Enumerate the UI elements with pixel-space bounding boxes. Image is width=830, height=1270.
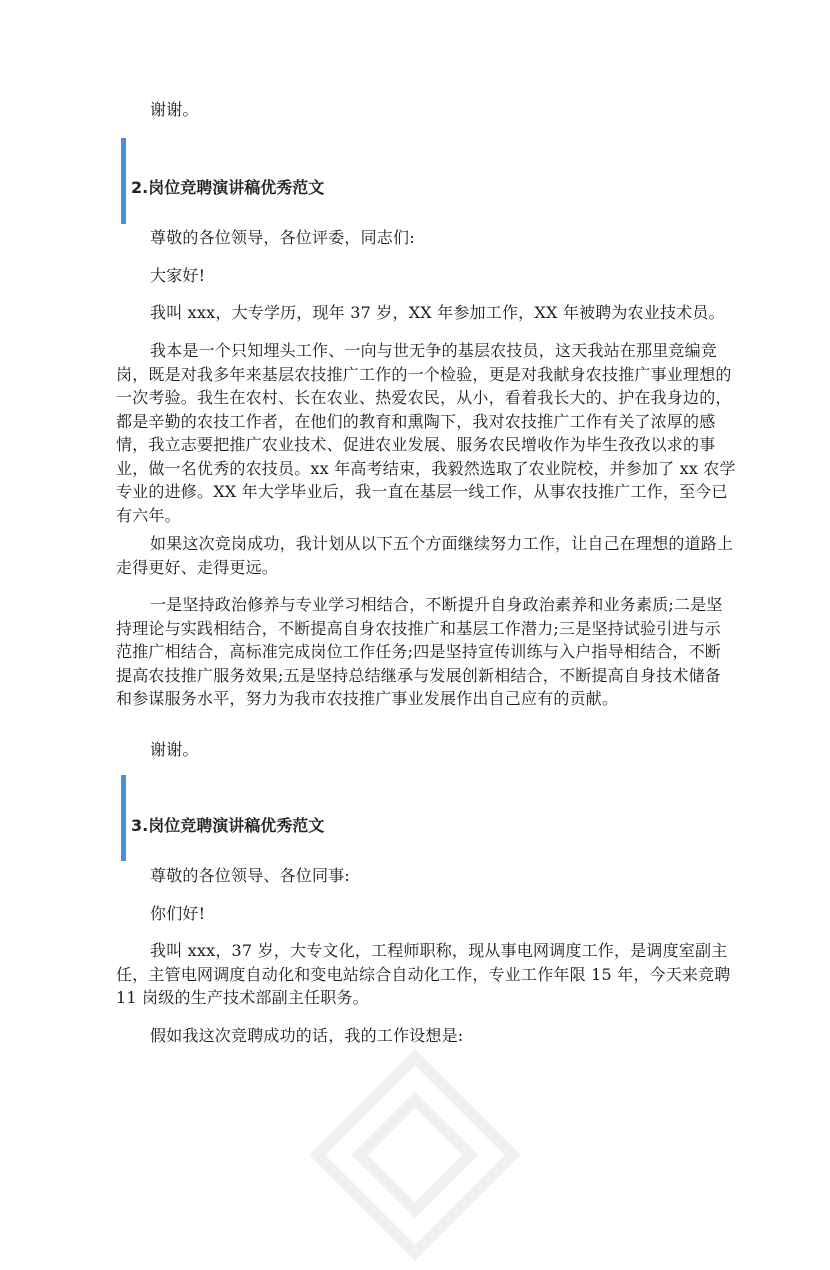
section2-salutation: 尊敬的各位领导，各位评委，同志们: (150, 228, 415, 247)
section2-plan-intro: 如果这次竞岗成功，我计划从以下五个方面继续努力工作，让自己在理想的道路上走得更好、走得更远。 (116, 534, 734, 577)
section3-salutation: 尊敬的各位领导、各位同事: (150, 866, 350, 885)
section2-plan-detail: 一是坚持政治修养与专业学习相结合，不断提升自身政治素养和业务素质;二是坚持理论与实践相结合，不断提高自身农技推广和基层工作潜力;三是坚持试验引进与示范推广相结合，高标准完成岗位工作任务;四是坚持宣传训练与入户指导相结合，不断提高农技推广服务效果;五是坚持总结继承与发展创新相结合，不断提高自身技术储备和参谋服务水平，努力为我市农技推广事业发展作出自己应有的贡献。 (116, 595, 723, 708)
section3-accent-bar (121, 775, 126, 861)
section2-accent-bar (121, 138, 126, 224)
section2-closing: 谢谢。 (150, 740, 199, 759)
watermark-logo-icon (300, 1040, 530, 1270)
section3-heading: 3.岗位竞聘演讲稿优秀范文 (131, 816, 325, 835)
section1-closing: 谢谢。 (150, 100, 199, 119)
section3-greeting: 你们好! (150, 904, 206, 923)
section2-background: 我本是一个只知埋头工作、一向与世无争的基层农技员，这天我站在那里竞编竞岗，既是对我多年来基层农技推广工作的一个检验，更是对我献身农技推广事业理想的一次考验。我生在农村、长在农业、热爱农民，从小，看着我长大的、护在我身边的，都是辛勤的农技工作者，在他们的教育和熏陶下，我对农技推广工作有关了浓厚的感情，我立志要把推广农业技术、促进农业发展、服务农民增收作为毕生孜孜以求的事业，做一名优秀的农技员。xx 年高考结束，我毅然选取了农业院校，并参加了 xx 农学专业的进修。XX 年大学毕业后，我一直在基层一线工作，从事农技推广工作，至今已有六年。 (116, 341, 736, 525)
section3-intro: 我叫 xxx，37 岁，大专文化，工程师职称，现从事电网调度工作，是调度室副主任，主管电网调度自动化和变电站综合自动化工作，专业工作年限 15 年，今天来竞聘 11 岗级的生产技术部副主任职务。 (116, 941, 731, 1007)
section3-plan-intro: 假如我这次竞聘成功的话，我的工作设想是: (150, 1026, 464, 1045)
section2-heading: 2.岗位竞聘演讲稿优秀范文 (131, 178, 325, 197)
section2-intro: 我叫 xxx，大专学历，现年 37 岁，XX 年参加工作，XX 年被聘为农业技术员。 (150, 303, 725, 322)
section2-greeting: 大家好! (150, 266, 206, 285)
